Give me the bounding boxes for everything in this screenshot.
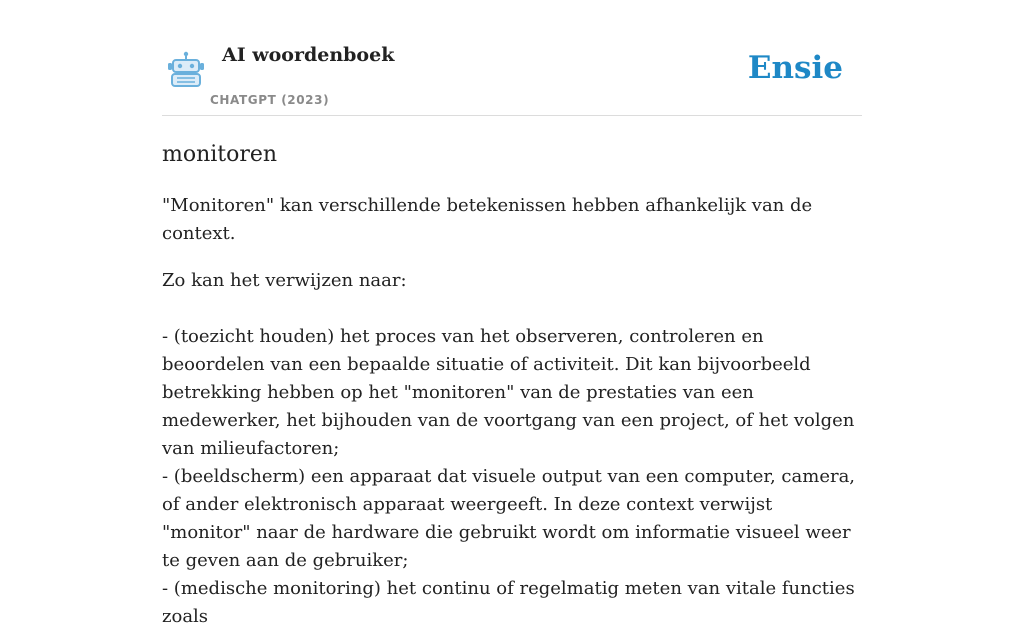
- robot-icon: [166, 50, 206, 90]
- definition-item: - (toezicht houden) het proces van het observeren, controleren en beoordelen van een bepaalde situatie of activiteit. Dit kan bijvoorbeeld betrekking hebben op het "monitoren" van de prestaties van een medewerker, het bijhouden van de voortgang van een project, of het volgen van milieufactoren;: [162, 326, 855, 459]
- blank-line: [162, 295, 862, 323]
- entry-term: monitoren: [162, 142, 278, 167]
- ensie-logo-link[interactable]: Ensie: [747, 50, 843, 86]
- page: [162, 0, 862, 631]
- definition-lead: Zo kan het verwijzen naar:: [162, 270, 407, 291]
- definition-item: - (beeldscherm) een apparaat dat visuele output van een computer, camera, of ander elektronisch apparaat weergeeft. In deze context verwijst "monitor" naar de hardware die gebruikt wordt om informatie visueel weer te geven aan de gebruiker;: [162, 466, 856, 571]
- definition-item: - (medische monitoring) het continu of regelmatig meten van vitale functies zoals: [162, 578, 855, 627]
- definition: [162, 192, 862, 631]
- header: [162, 0, 862, 116]
- definition-intro: "Monitoren" kan verschillende betekenissen hebben afhankelijk van de context.: [162, 195, 813, 244]
- source-label: CHATGPT (2023): [210, 93, 330, 107]
- dictionary-title: AI woordenboek: [222, 44, 395, 66]
